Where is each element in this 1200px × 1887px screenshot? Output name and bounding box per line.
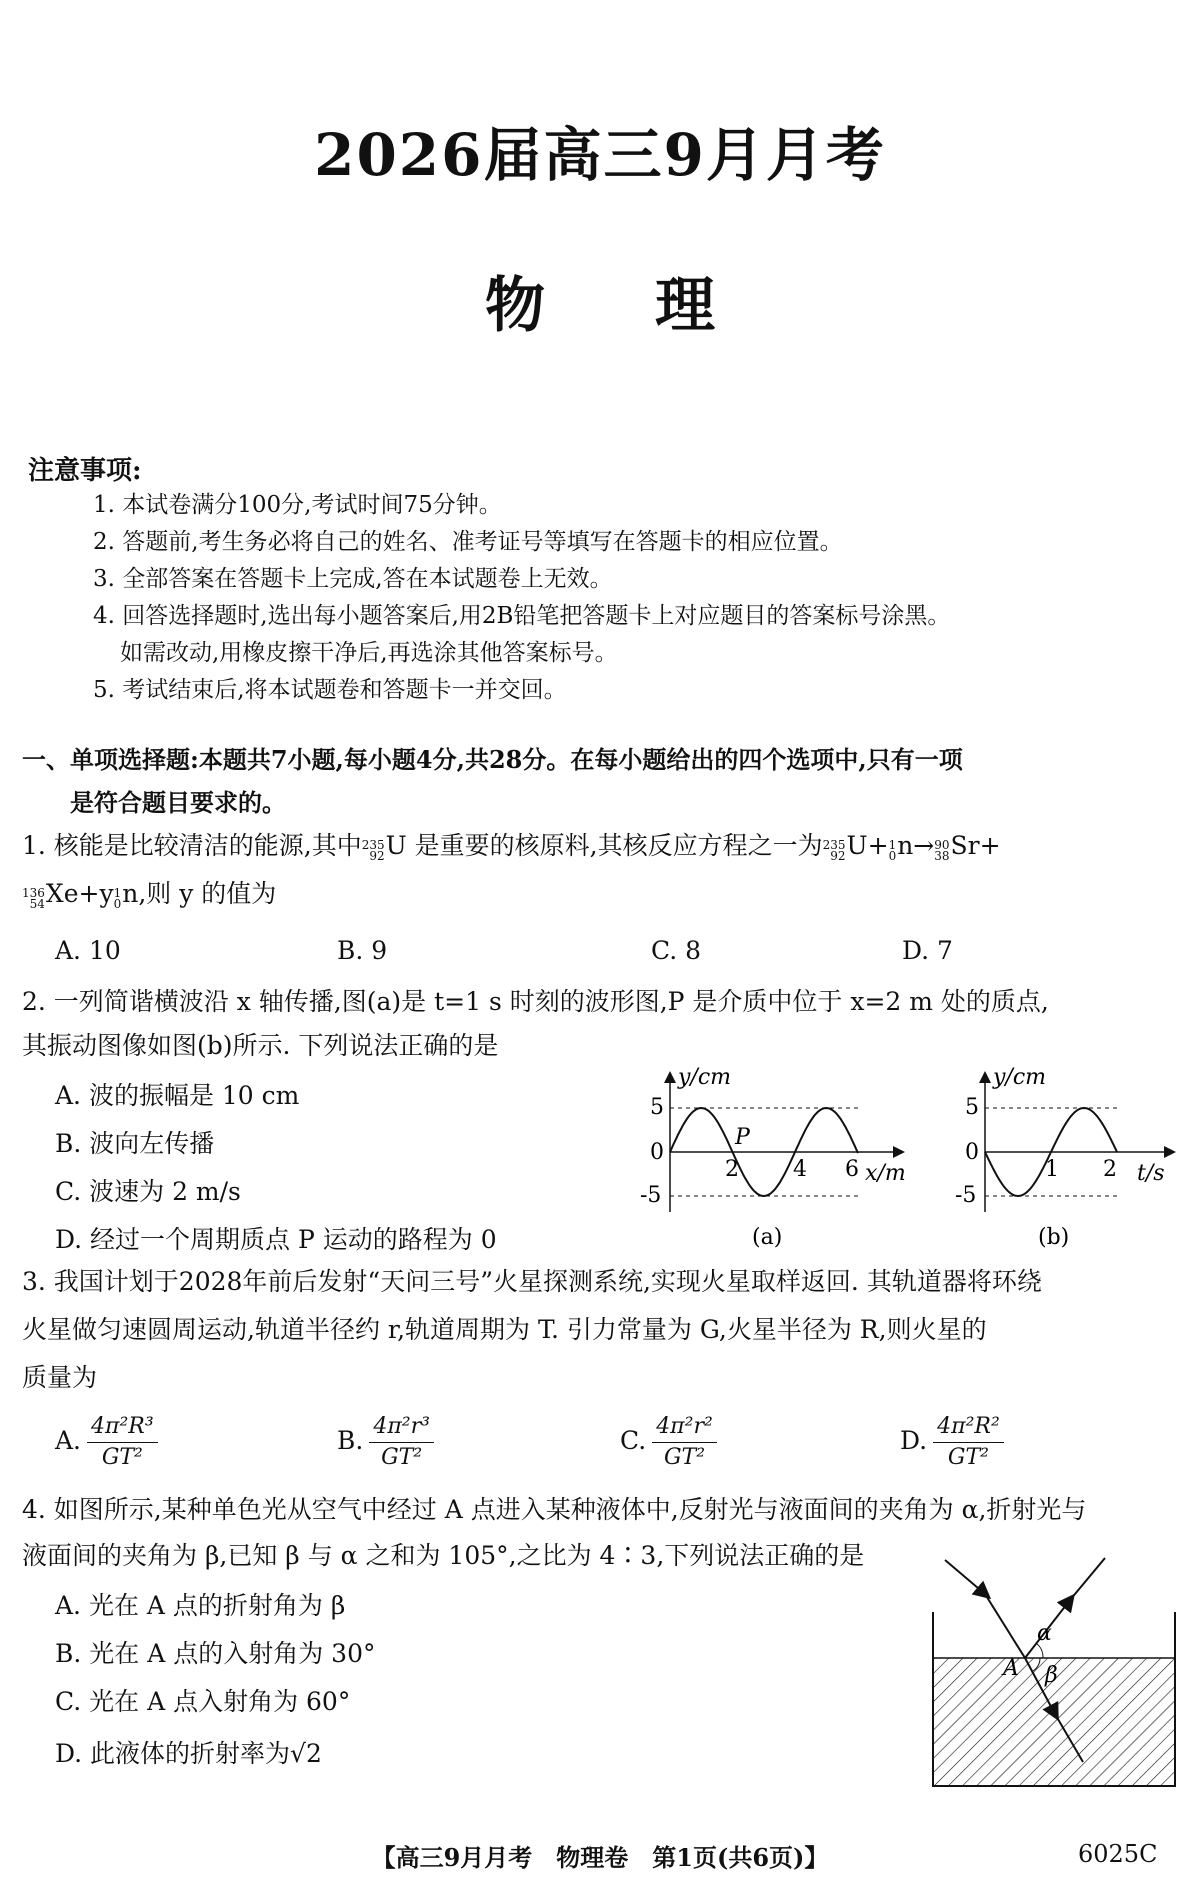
q2-option-a: A. 波的振幅是 10 cm (55, 1081, 300, 1110)
section-heading-cont: 是符合题目要求的。 (70, 788, 286, 817)
wave-figure-a (640, 1062, 920, 1252)
section-heading: 一、单项选择题:本题共7小题,每小题4分,共28分。在每小题给出的四个选项中,只有一项 (22, 745, 963, 774)
fig-a-ytick: 0 (650, 1140, 664, 1165)
notice-heading: 注意事项: (28, 456, 142, 486)
fig-b-xtick: 2 (1103, 1157, 1117, 1182)
fig-b-ytick: 0 (965, 1140, 979, 1165)
q2-option-c: C. 波速为 2 m/s (55, 1177, 241, 1206)
fig-a-caption: (a) (752, 1225, 783, 1250)
notice-item: 3. 全部答案在答题卡上完成,答在本试题卷上无效。 (93, 566, 613, 592)
fig-a-ytick: 5 (650, 1095, 664, 1120)
fig-b-ytick: 5 (965, 1095, 979, 1120)
fig-a-xtick: 2 (725, 1157, 739, 1182)
point-a-label: A (1003, 1656, 1019, 1681)
q2-option-d: D. 经过一个周期质点 P 运动的路程为 0 (55, 1225, 497, 1254)
paper-code: 6025C (1078, 1840, 1158, 1868)
fig-a-ylabel: y/cm (678, 1065, 732, 1090)
q4-option-c: C. 光在 A 点入射角为 60° (55, 1687, 351, 1716)
q1-option-b: B. 9 (337, 936, 388, 965)
q4-option-d: D. 此液体的折射率为√2 (55, 1739, 322, 1768)
question-3-line2: 火星做匀速圆周运动,轨道半径约 r,轨道周期为 T. 引力常量为 G,火星半径为 R,则火星的 (22, 1315, 987, 1344)
q3-option-d: D. $\frac{\text{4π²R²}}{\text{GT²}}$ (900, 1412, 1004, 1473)
page-footer: 【高三9月月考 物理卷 第1页(共6页)】 (371, 1843, 829, 1872)
vibration-figure-b (945, 1062, 1185, 1252)
q3-option-b: B. $\frac{\text{4π²r³}}{\text{GT²}}$ (337, 1412, 434, 1473)
fig-a-xlabel: x/m (865, 1161, 906, 1186)
fig-a-xtick: 6 (845, 1157, 859, 1182)
notice-item: 5. 考试结束后,将本试题卷和答题卡一并交回。 (93, 677, 567, 703)
subject-title: 物理 (485, 271, 825, 341)
q1-option-d: D. 7 (902, 936, 953, 965)
refraction-figure (925, 1540, 1185, 1790)
q3-option-a: A. $\frac{\text{4π²R³}}{\text{GT²}}$ (55, 1412, 158, 1473)
q4-option-a: A. 光在 A 点的折射角为 β (55, 1591, 346, 1620)
q2-option-b: B. 波向左传播 (55, 1129, 215, 1158)
fig-a-xtick: 4 (793, 1157, 807, 1182)
notice-item: 1. 本试卷满分100分,考试时间75分钟。 (93, 492, 502, 518)
q1-option-c: C. 8 (651, 936, 702, 965)
alpha-label: α (1037, 1621, 1052, 1646)
point-p-label: P (735, 1125, 750, 1150)
question-2-line1: 2. 一列简谐横波沿 x 轴传播,图(a)是 t=1 s 时刻的波形图,P 是介质中位于 x=2 m 处的质点, (22, 987, 1049, 1016)
fig-b-xlabel: t/s (1137, 1161, 1165, 1186)
fig-a-ytick: -5 (640, 1183, 662, 1208)
q1-option-a: A. 10 (55, 936, 121, 965)
question-3-line1: 3. 我国计划于2028年前后发射“天问三号”火星探测系统,实现火星取样返回. 其轨道器将环绕 (22, 1267, 1042, 1296)
fig-b-xtick: 1 (1045, 1157, 1059, 1182)
question-4-line2: 液面间的夹角为 β,已知 β 与 α 之和为 105°,之比为 4∶3,下列说法正确的是 (22, 1541, 865, 1570)
fig-b-caption: (b) (1038, 1225, 1070, 1250)
notice-item: 4. 回答选择题时,选出每小题答案后,用2B铅笔把答题卡上对应题目的答案标号涂黑。 (93, 603, 951, 629)
question-3-line3: 质量为 (22, 1363, 98, 1392)
q4-option-b: B. 光在 A 点的入射角为 30° (55, 1639, 376, 1668)
question-1-line2: 136 54 Xe+y 1 0 n,则 y 的值为 (22, 879, 277, 911)
beta-label: β (1045, 1663, 1058, 1688)
question-2-line2: 其振动图像如图(b)所示. 下列说法正确的是 (22, 1031, 499, 1060)
fig-b-ytick: -5 (955, 1183, 977, 1208)
exam-title: 2026届高三9月月考 (314, 121, 886, 189)
notice-item: 如需改动,用橡皮擦干净后,再选涂其他答案标号。 (120, 640, 618, 666)
notice-item: 2. 答题前,考生务必将自己的姓名、准考证号等填写在答题卡的相应位置。 (93, 529, 843, 555)
q3-option-c: C. $\frac{\text{4π²r²}}{\text{GT²}}$ (620, 1412, 717, 1473)
question-4-line1: 4. 如图所示,某种单色光从空气中经过 A 点进入某种液体中,反射光与液面间的夹角为 α,折射光与 (22, 1495, 1087, 1524)
question-1-line1: 1. 核能是比较清洁的能源,其中 235 92 U 是重要的核原料,其核反应方程之一为 235 92 U+ 1 0 n→ 90 38 Sr+ (22, 831, 1001, 863)
fig-b-ylabel: y/cm (993, 1065, 1047, 1090)
